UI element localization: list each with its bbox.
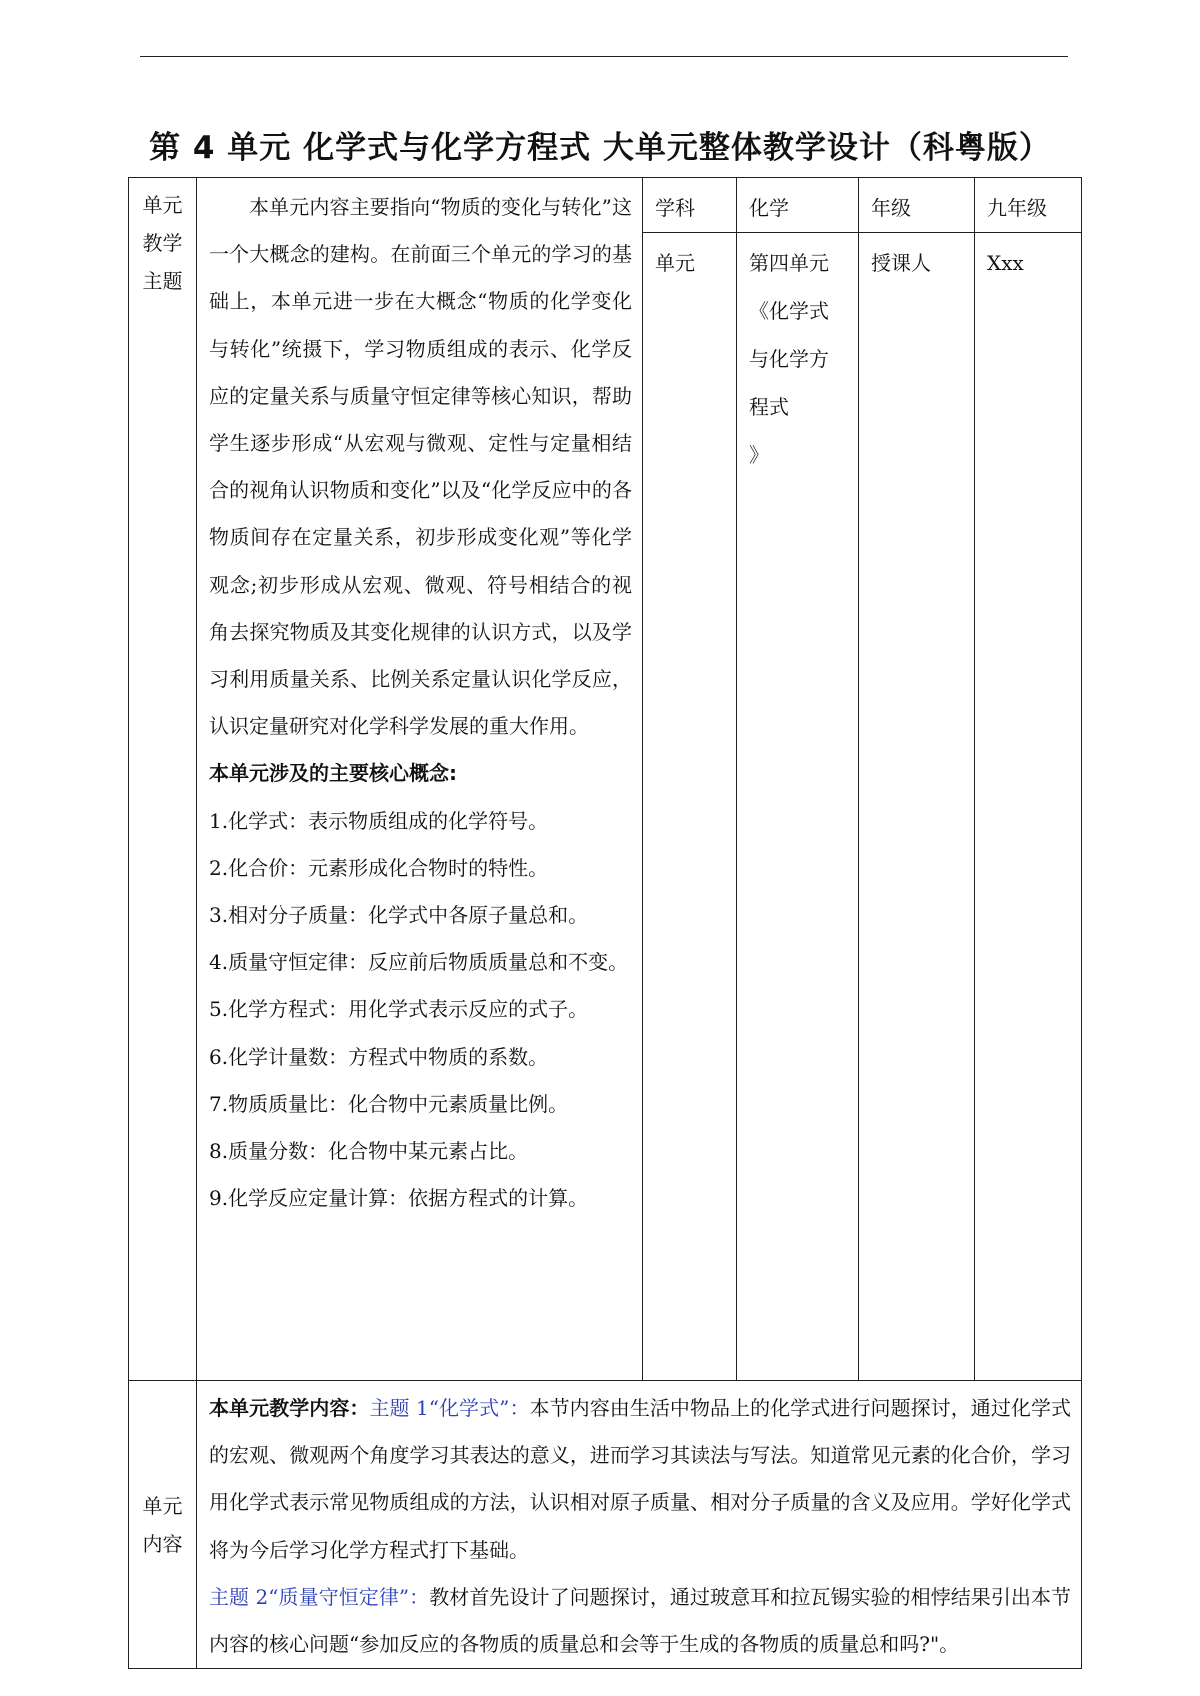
topic2-paragraph: [209, 1574, 1071, 1668]
content-cell: [197, 1381, 1082, 1669]
table-row: [129, 1381, 1082, 1669]
unit-value-line: 《化学式: [749, 299, 829, 323]
document-title: 第 4 单元 化学式与化学方程式 大单元整体教学设计（科粤版）: [149, 130, 1051, 166]
theme-paragraph: 本单元内容主要指向“物质的变化与转化”这一个大概念的建构。在前面三个单元的学习的基础上，本单元进一步在大概念“物质的化学变化与转化”统摄下，学习物质组成的表示、化学反应的定量关系与质量守恒定律等核心知识，帮助学生逐步形成“从宏观与微观、定性与定量相结合的视角认识物质和变化”以及“化学反应中的各物质间存在定量关系，初步形成变化观”等化学观念;初步形成从宏观、微观、符号相结合的视角去探究物质及其变化规律的认识方式，以及学习利用质量关系、比例关系定量认识化学反应，认识定量研究对化学科学发展的重大作用。: [209, 195, 632, 739]
row-header-line: 单元: [142, 193, 183, 217]
topic2-text: 教材首先设计了问题探讨，通过玻意耳和拉瓦锡实验的相悖结果引出本节内容的核心问题“参加反应的各物质的质量总和会等于生成的各物质的质量总和吗?"。: [209, 1584, 1072, 1657]
unit-label: 单元: [643, 233, 737, 1381]
concept-item: 8.质量分数：化合物中某元素占比。: [209, 1139, 529, 1164]
subject-value: 化学: [737, 178, 859, 233]
row-header-line: 单元: [142, 1493, 183, 1518]
concepts-heading: 本单元涉及的主要核心概念:: [209, 761, 457, 786]
subject-label: 学科: [643, 178, 737, 233]
concept-item: 4.质量守恒定律：反应前后物质质量总和不变。: [209, 950, 629, 975]
row-header-content: [129, 1381, 197, 1669]
concept-item: 1.化学式：表示物质组成的化学符号。: [209, 808, 549, 833]
topic1-text: 本节内容由生活中物品上的化学式进行问题探讨，通过化学式的宏观、微观两个角度学习其表达的意义，进而学习其读法与写法。知道常见元素的化合价，学习用化学式表示常见物质组成的方法，认识相对原子质量、相对分子质量的含义及应用。学好化学式将为今后学习化学方程式打下基础。: [209, 1396, 1072, 1562]
content-heading: 本单元教学内容：: [209, 1396, 370, 1420]
row-header-line: 教学: [142, 231, 183, 255]
concept-item: 2.化合价：元素形成化合物时的特性。: [209, 855, 549, 880]
concept-item: 3.相对分子质量：化学式中各原子量总和。: [209, 903, 589, 928]
unit-value-line: 与化学方: [749, 347, 829, 371]
row-header-theme: [129, 178, 197, 1381]
row-header-line: 内容: [142, 1531, 183, 1556]
unit-value-line: 第四单元: [749, 251, 829, 275]
lesson-design-table: [128, 177, 1082, 1669]
table-row: [129, 178, 1082, 233]
teacher-label: 授课人: [859, 233, 975, 1381]
topic1-paragraph: [209, 1385, 1071, 1574]
teacher-value: Xxx: [975, 233, 1082, 1381]
unit-value-line: 》: [749, 443, 769, 467]
row-header-line: 主题: [142, 269, 183, 293]
concept-item: 6.化学计量数：方程式中物质的系数。: [209, 1044, 549, 1069]
concept-item: 7.物质质量比：化合物中元素质量比例。: [209, 1091, 569, 1116]
header-rule: [140, 56, 1068, 57]
unit-value: [737, 233, 859, 1381]
grade-value: 九年级: [975, 178, 1082, 233]
theme-cell: [197, 178, 643, 1381]
topic1-label: 主题 1“化学式”：: [369, 1396, 530, 1420]
unit-value-line: 程式: [749, 395, 789, 419]
grade-label: 年级: [859, 178, 975, 233]
topic2-label: 主题 2“质量守恒定律”：: [209, 1584, 430, 1609]
concept-item: 5.化学方程式：用化学式表示反应的式子。: [209, 997, 589, 1022]
concept-item: 9.化学反应定量计算：依据方程式的计算。: [209, 1186, 589, 1211]
